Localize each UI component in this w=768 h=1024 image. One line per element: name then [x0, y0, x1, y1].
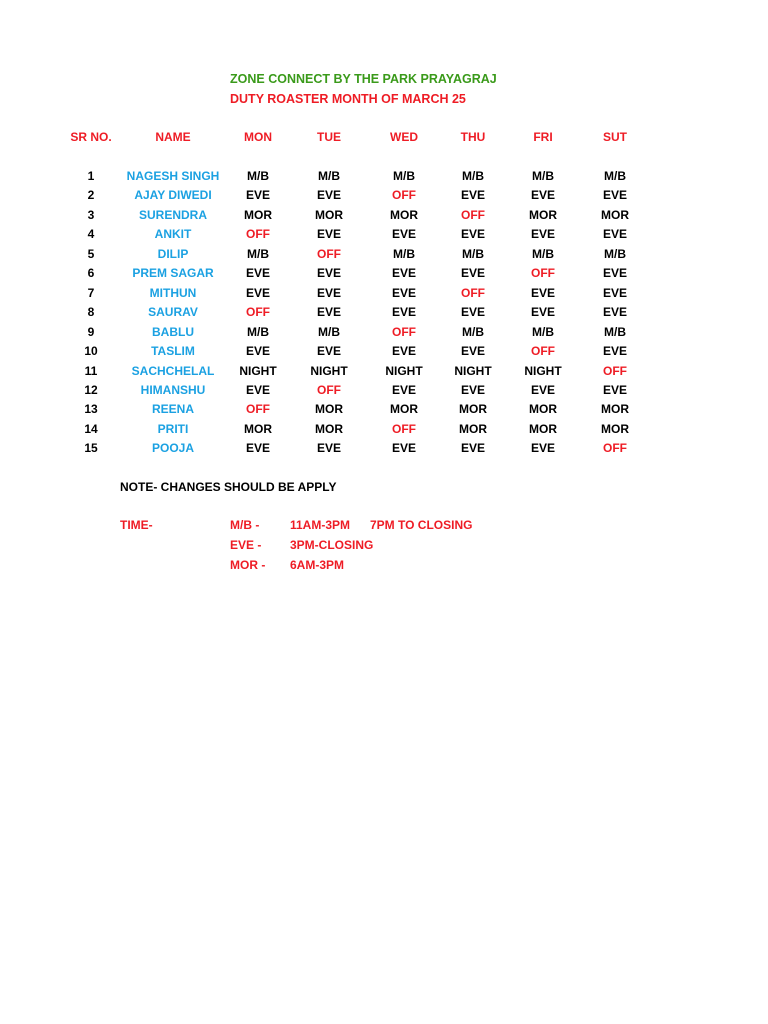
shift-cell: EVE	[530, 188, 555, 203]
shift-cell: EVE	[316, 305, 341, 320]
shift-cell: NIGHT	[239, 363, 277, 378]
shift-cell: NIGHT	[310, 363, 348, 378]
shift-cell: M/B	[393, 246, 415, 261]
shift-cell: EVE	[316, 285, 341, 300]
shift-cell: M/B	[532, 246, 554, 261]
row-employee-name: SACHCHELAL	[131, 363, 215, 378]
shift-cell: EVE	[316, 441, 341, 456]
shift-cell: OFF	[392, 421, 416, 436]
shift-cell: MOR	[459, 421, 487, 436]
shift-cell: MOR	[244, 421, 272, 436]
shift-cell: EVE	[245, 285, 270, 300]
shift-cell: M/B	[393, 169, 415, 183]
shift-cell: MOR	[244, 207, 272, 222]
shift-cell: M/B	[604, 324, 626, 339]
shift-cell: NIGHT	[454, 363, 492, 378]
row-sr-number: 7	[87, 285, 95, 300]
shift-cell: MOR	[601, 421, 629, 436]
shift-cell: M/B	[604, 169, 626, 183]
row-employee-name: DILIP	[157, 246, 189, 261]
shift-cell: OFF	[531, 344, 555, 359]
row-employee-name: ANKIT	[154, 227, 192, 242]
row-employee-name: SURENDRA	[138, 207, 207, 222]
timing-code: M/B -	[230, 518, 260, 532]
shift-cell: EVE	[530, 285, 555, 300]
row-sr-number: 14	[84, 421, 98, 436]
shift-cell: EVE	[460, 441, 485, 456]
shift-cell: EVE	[530, 382, 555, 397]
shift-cell: MOR	[459, 402, 487, 417]
column-header: NAME	[155, 130, 191, 144]
shift-cell: EVE	[530, 227, 555, 242]
shift-cell: MOR	[390, 207, 418, 222]
row-sr-number: 4	[87, 227, 95, 242]
column-header: TUE	[317, 130, 341, 144]
shift-cell: EVE	[245, 344, 270, 359]
shift-cell: EVE	[245, 188, 270, 203]
timing-value: 6AM-3PM	[290, 558, 345, 572]
shift-cell: EVE	[391, 382, 416, 397]
column-header: SR NO.	[70, 130, 112, 144]
column-header: THU	[460, 130, 486, 144]
timing-code: MOR -	[230, 558, 266, 572]
shift-cell: OFF	[603, 363, 627, 378]
shift-cell: M/B	[462, 246, 484, 261]
shift-cell: MOR	[601, 207, 629, 222]
shift-cell: OFF	[461, 285, 485, 300]
row-employee-name: POOJA	[151, 441, 194, 456]
row-sr-number: 9	[87, 324, 95, 339]
shift-cell: MOR	[315, 207, 343, 222]
shift-cell: EVE	[316, 227, 341, 242]
shift-cell: MOR	[315, 402, 343, 417]
timing-value: 3PM-CLOSING	[290, 538, 374, 552]
shift-cell: OFF	[246, 305, 270, 320]
row-employee-name: AJAY DIWEDI	[134, 188, 212, 203]
row-employee-name: BABLU	[152, 324, 194, 339]
row-sr-number: 3	[87, 207, 95, 222]
shift-cell: EVE	[602, 344, 627, 359]
row-sr-number: 1	[87, 169, 95, 183]
shift-cell: EVE	[460, 188, 485, 203]
shift-cell: EVE	[602, 305, 627, 320]
shift-cell: NIGHT	[385, 363, 423, 378]
column-header: SUT	[603, 130, 627, 144]
shift-cell: NIGHT	[524, 363, 562, 378]
shift-cell: OFF	[317, 382, 341, 397]
row-employee-name: REENA	[151, 402, 194, 417]
shift-cell: OFF	[392, 188, 416, 203]
shift-cell: EVE	[460, 382, 485, 397]
shift-cell: M/B	[247, 246, 269, 261]
shift-cell: EVE	[316, 344, 341, 359]
row-employee-name: HIMANSHU	[140, 382, 206, 397]
note-text: NOTE- CHANGES SHOULD BE APPLY	[120, 480, 337, 494]
column-header: MON	[244, 130, 272, 144]
shift-cell: M/B	[462, 324, 484, 339]
row-employee-name: SAURAV	[148, 305, 198, 320]
row-sr-number: 2	[87, 188, 95, 203]
row-sr-number: 5	[87, 246, 95, 261]
shift-cell: EVE	[316, 188, 341, 203]
row-employee-name: NAGESH SINGH	[126, 169, 220, 183]
shift-cell: EVE	[245, 266, 270, 281]
row-sr-number: 15	[84, 441, 98, 456]
row-employee-name: TASLIM	[151, 344, 195, 359]
shift-cell: M/B	[318, 169, 340, 183]
row-employee-name: MITHUN	[149, 285, 197, 300]
shift-cell: OFF	[461, 207, 485, 222]
shift-cell: OFF	[317, 246, 341, 261]
shift-cell: EVE	[602, 188, 627, 203]
shift-cell: M/B	[247, 169, 269, 183]
shift-cell: EVE	[391, 305, 416, 320]
shift-cell: EVE	[602, 382, 627, 397]
shift-cell: MOR	[529, 402, 557, 417]
row-employee-name: PREM SAGAR	[132, 266, 214, 281]
time-label: TIME-	[120, 518, 153, 532]
shift-cell: M/B	[532, 324, 554, 339]
shift-cell: EVE	[460, 344, 485, 359]
shift-cell: OFF	[246, 227, 270, 242]
shift-cell: OFF	[531, 266, 555, 281]
shift-cell: EVE	[391, 441, 416, 456]
shift-cell: M/B	[318, 324, 340, 339]
shift-cell: MOR	[529, 421, 557, 436]
shift-cell: M/B	[462, 169, 484, 183]
shift-cell: EVE	[602, 285, 627, 300]
shift-cell: MOR	[601, 402, 629, 417]
shift-cell: EVE	[530, 305, 555, 320]
column-header: FRI	[533, 130, 553, 144]
shift-cell: OFF	[246, 402, 270, 417]
shift-cell: M/B	[532, 169, 554, 183]
timing-code: EVE -	[230, 538, 262, 552]
document-subtitle: DUTY ROASTER MONTH OF MARCH 25	[230, 92, 466, 106]
shift-cell: EVE	[530, 441, 555, 456]
document-title: ZONE CONNECT BY THE PARK PRAYAGRAJ	[230, 72, 497, 86]
shift-cell: EVE	[245, 382, 270, 397]
shift-cell: MOR	[390, 402, 418, 417]
shift-cell: EVE	[391, 285, 416, 300]
shift-cell: EVE	[391, 344, 416, 359]
shift-cell: EVE	[460, 266, 485, 281]
row-sr-number: 10	[84, 344, 98, 359]
row-employee-name: PRITI	[157, 421, 189, 436]
shift-cell: EVE	[460, 227, 485, 242]
column-header: WED	[390, 130, 418, 144]
shift-cell: M/B	[604, 246, 626, 261]
shift-cell: EVE	[391, 266, 416, 281]
row-sr-number: 8	[87, 305, 95, 320]
shift-cell: M/B	[247, 324, 269, 339]
row-sr-number: 6	[87, 266, 95, 281]
shift-cell: MOR	[529, 207, 557, 222]
shift-cell: OFF	[603, 441, 627, 456]
shift-cell: EVE	[602, 266, 627, 281]
shift-cell: EVE	[245, 441, 270, 456]
shift-cell: OFF	[392, 324, 416, 339]
timing-value: 11AM-3PM	[290, 518, 351, 532]
shift-cell: EVE	[391, 227, 416, 242]
row-sr-number: 13	[84, 402, 98, 417]
timing-extra: 7PM TO CLOSING	[370, 518, 473, 532]
row-sr-number: 11	[84, 363, 98, 378]
shift-cell: MOR	[315, 421, 343, 436]
shift-cell: EVE	[316, 266, 341, 281]
shift-cell: EVE	[602, 227, 627, 242]
shift-cell: EVE	[460, 305, 485, 320]
row-sr-number: 12	[84, 382, 98, 397]
